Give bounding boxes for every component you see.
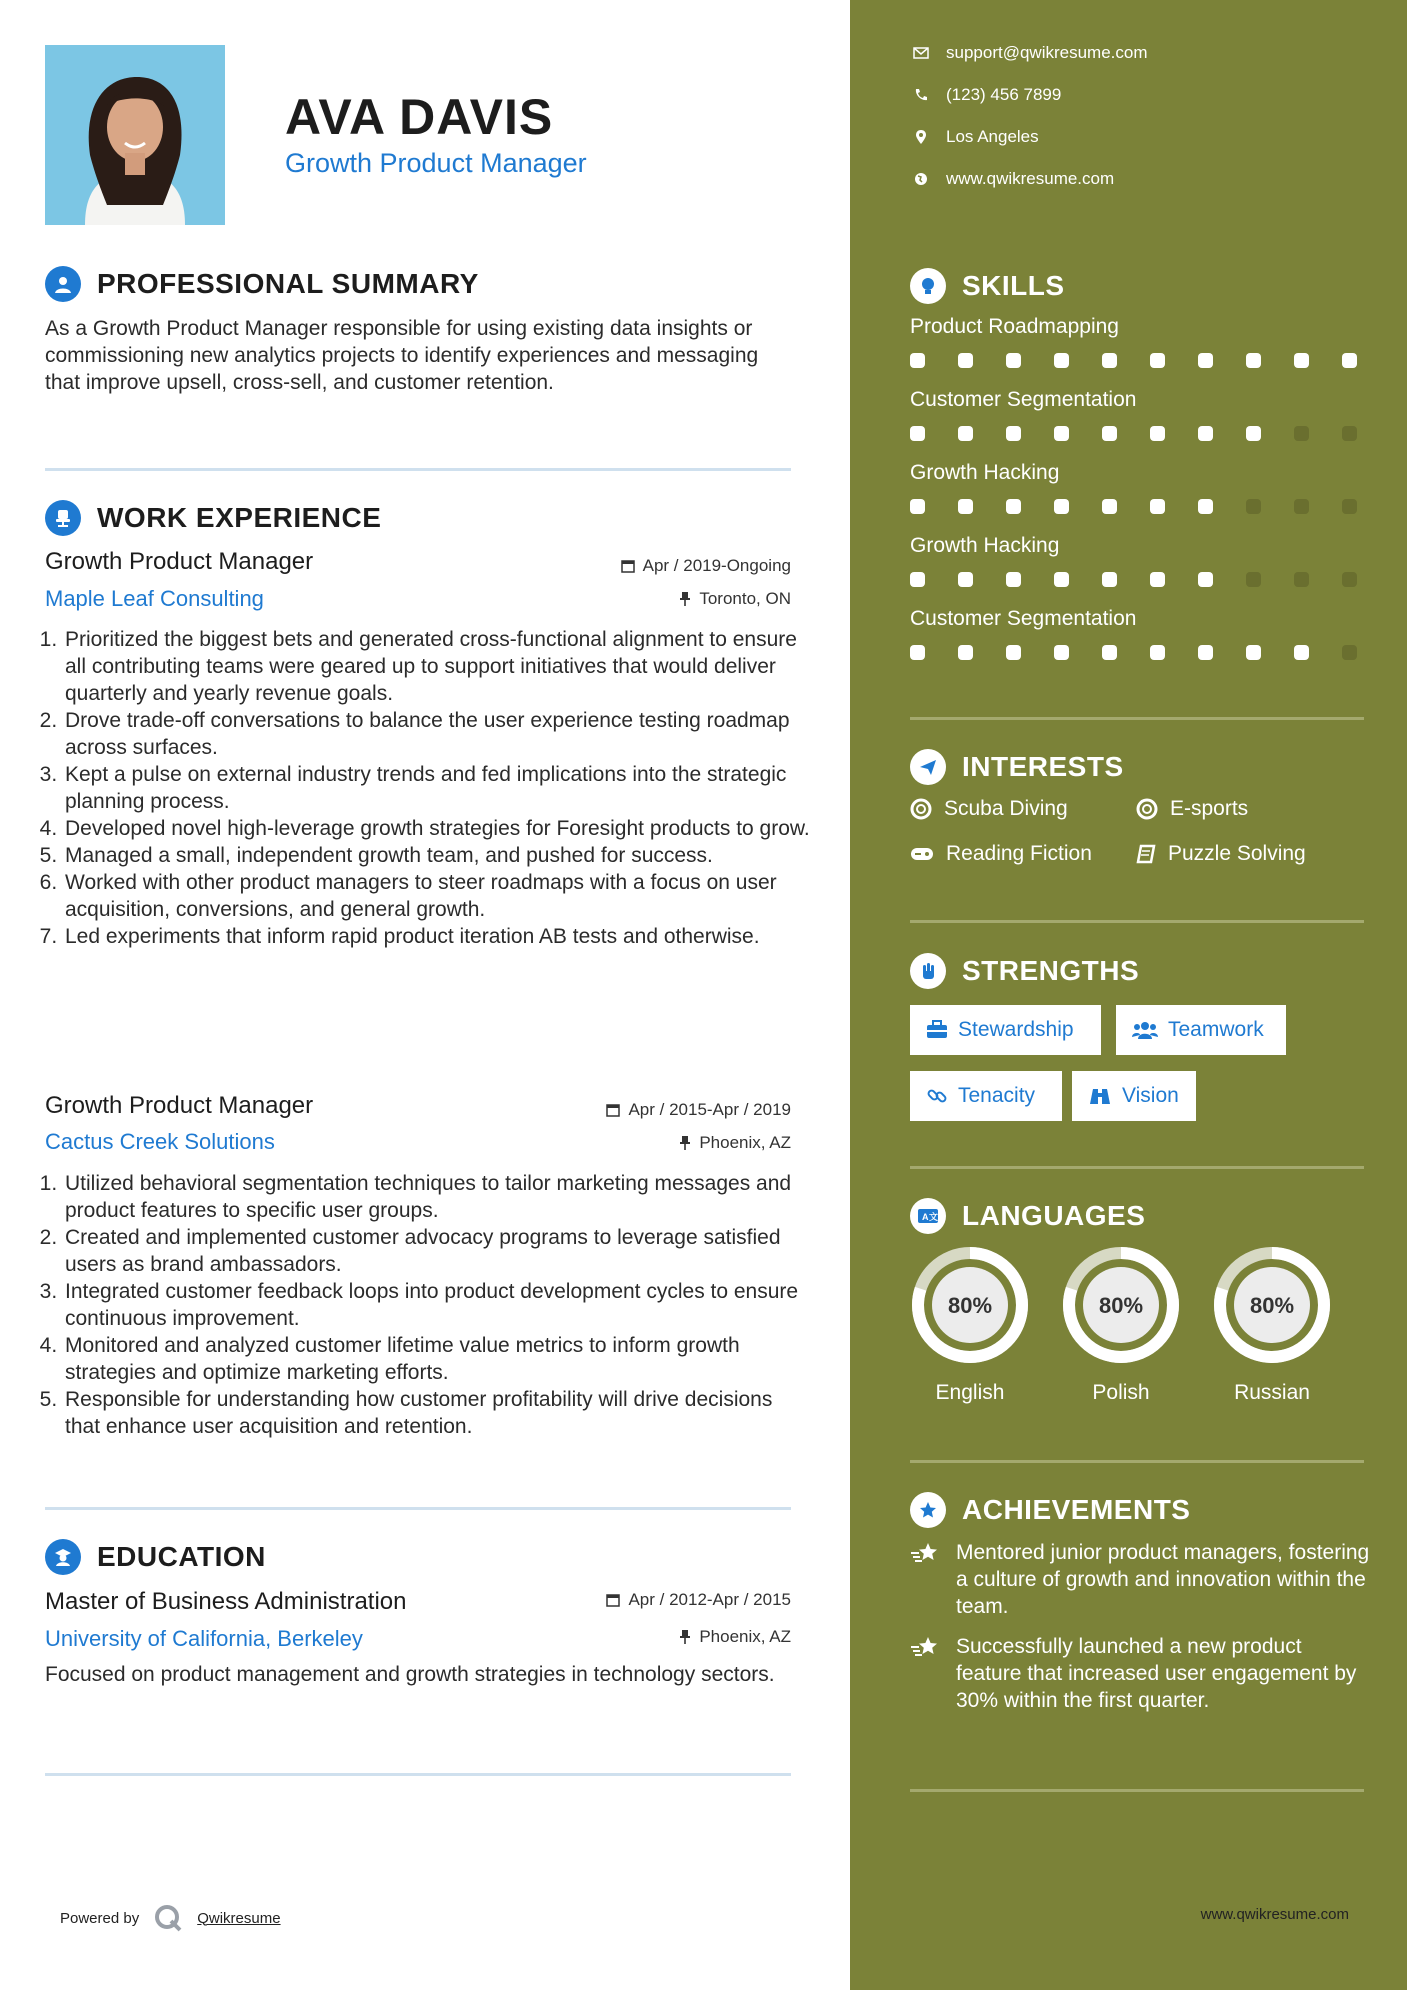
- divider: [910, 717, 1364, 720]
- skill-dot: [1102, 426, 1117, 441]
- list-item: 3. Integrated customer feedback loops into product development cycles to ensure continuous improvement.: [63, 1278, 813, 1332]
- skill-dot: [1342, 353, 1357, 368]
- phone-icon: [910, 88, 932, 102]
- strength-badge: Teamwork: [1116, 1005, 1286, 1055]
- users-icon: [1132, 1020, 1158, 1040]
- list-item: 4. Monitored and analyzed customer lifetime value metrics to inform growth strategies and optimize marketing efforts.: [63, 1332, 813, 1386]
- lightbulb-icon: [910, 268, 946, 304]
- skill-name: Growth Hacking: [910, 461, 1060, 484]
- divider: [910, 1460, 1364, 1463]
- skill-level: [910, 499, 1357, 514]
- language-percent: 80%: [1098, 1293, 1144, 1318]
- divider: [910, 920, 1364, 923]
- language-percent: 80%: [1249, 1293, 1295, 1318]
- gamepad-icon: [910, 846, 934, 862]
- language-ring: [910, 1245, 1030, 1370]
- skill-name: Customer Segmentation: [910, 388, 1137, 411]
- website-link[interactable]: www.qwikresume.com: [946, 169, 1115, 188]
- skill-dot: [1342, 645, 1357, 660]
- skill-level: [910, 426, 1357, 441]
- graduate-icon: [45, 1539, 81, 1575]
- job-dates: Apr / 2015-Apr / 2019: [606, 1100, 791, 1120]
- life-ring-icon: [1136, 798, 1158, 820]
- star-icon: [910, 1492, 946, 1528]
- interest-item: Reading Fiction: [910, 842, 1092, 866]
- contact-location: Los Angeles: [910, 127, 1039, 147]
- skill-dot: [1006, 426, 1021, 441]
- contact-website: [910, 169, 1114, 189]
- skill-dot: [1102, 499, 1117, 514]
- skill-dot: [1102, 645, 1117, 660]
- skill-dot: [1294, 572, 1309, 587]
- skill-dot: [1054, 645, 1069, 660]
- language-name: English: [935, 1381, 1005, 1404]
- candidate-role: Growth Product Manager: [285, 148, 587, 178]
- skill-dot: [1246, 572, 1261, 587]
- skill-dot: [1054, 572, 1069, 587]
- skill-name: Growth Hacking: [910, 534, 1060, 557]
- interest-item: Puzzle Solving: [1136, 842, 1306, 866]
- skill-dot: [1342, 426, 1357, 441]
- education-location: Phoenix, AZ: [679, 1627, 791, 1647]
- achievements-heading: ACHIEVEMENTS: [910, 1492, 1190, 1528]
- skill-dot: [1198, 645, 1213, 660]
- skill-dot: [1054, 353, 1069, 368]
- calendar-icon: [606, 1103, 620, 1117]
- education-text: Focused on product management and growth strategies in technology sectors.: [45, 1663, 775, 1686]
- contact-phone: (123) 456 7899: [910, 85, 1061, 105]
- job-title: Growth Product Manager: [45, 548, 314, 575]
- skill-dot: [910, 353, 925, 368]
- skill-dot: [1198, 572, 1213, 587]
- skill-dot: [1102, 572, 1117, 587]
- powered-by: Powered by Qwikresume: [60, 1903, 281, 1933]
- divider: [45, 1507, 791, 1510]
- language-ring: [1061, 1245, 1181, 1370]
- divider: [910, 1789, 1364, 1792]
- language-ring: [1212, 1245, 1332, 1370]
- link-icon: [926, 1085, 948, 1107]
- briefcase-chair-icon: [45, 500, 81, 536]
- skill-dot: [910, 499, 925, 514]
- skill-dot: [1246, 353, 1261, 368]
- skill-dot: [1006, 353, 1021, 368]
- list-item: 4. Developed novel high-leverage growth strategies for Foresight products to grow.: [63, 815, 813, 842]
- skill-dot: [1342, 572, 1357, 587]
- strength-badge: Tenacity: [910, 1071, 1062, 1121]
- skill-dot: [1150, 499, 1165, 514]
- job-location: Phoenix, AZ: [679, 1133, 791, 1153]
- skills-heading: SKILLS: [910, 268, 1065, 304]
- skill-dot: [958, 499, 973, 514]
- footer-website: www.qwikresume.com: [1200, 1906, 1349, 1923]
- education-heading: EDUCATION: [45, 1539, 266, 1575]
- envelope-icon: [910, 47, 932, 59]
- skill-dot: [1198, 499, 1213, 514]
- contact-email: support@qwikresume.com: [910, 43, 1148, 63]
- pin-icon: [679, 1136, 691, 1150]
- education-dates: Apr / 2012-Apr / 2015: [606, 1590, 791, 1610]
- skill-dot: [910, 645, 925, 660]
- qwikresume-link[interactable]: Qwikresume: [197, 1909, 281, 1927]
- interest-item: E-sports: [1136, 797, 1248, 821]
- company-name: Cactus Creek Solutions: [45, 1129, 275, 1154]
- profile-photo: [45, 45, 225, 225]
- shooting-star-icon: [910, 1633, 942, 1714]
- skill-dot: [1198, 426, 1213, 441]
- job-duties: [45, 626, 813, 950]
- hand-icon: [910, 953, 946, 989]
- candidate-name: AVA DAVIS: [285, 89, 554, 145]
- list-item: 3. Kept a pulse on external industry trends and fed implications into the strategic planning process.: [63, 761, 813, 815]
- skill-dot: [910, 426, 925, 441]
- skill-dot: [1006, 499, 1021, 514]
- briefcase-icon: [926, 1020, 948, 1040]
- job-location: Toronto, ON: [679, 589, 791, 609]
- skill-dot: [1054, 499, 1069, 514]
- degree: Master of Business Administration: [45, 1588, 407, 1615]
- skill-dot: [1294, 645, 1309, 660]
- language-percent: 80%: [947, 1293, 993, 1318]
- skill-dot: [1150, 426, 1165, 441]
- skill-dot: [1246, 499, 1261, 514]
- job-dates: Apr / 2019-Ongoing: [621, 556, 791, 576]
- divider: [910, 1166, 1364, 1169]
- skill-level: [910, 572, 1357, 587]
- skill-dot: [1294, 353, 1309, 368]
- pin-icon: [679, 592, 691, 606]
- shooting-star-icon: [910, 1539, 942, 1620]
- svg-text:文: 文: [929, 1212, 939, 1222]
- skill-level: [910, 645, 1357, 660]
- strength-badge: Stewardship: [910, 1005, 1101, 1055]
- languages-heading: A 文 LANGUAGES: [910, 1198, 1145, 1234]
- language-name: Russian: [1234, 1381, 1310, 1404]
- school-name: University of California, Berkeley: [45, 1626, 363, 1651]
- strengths-heading: STRENGTHS: [910, 953, 1139, 989]
- skill-dot: [958, 572, 973, 587]
- calendar-icon: [621, 559, 635, 573]
- achievement-item: Mentored junior product managers, fostering a culture of growth and innovation within the team.: [910, 1539, 1370, 1620]
- svg-text:A: A: [922, 1212, 929, 1222]
- skill-dot: [1054, 426, 1069, 441]
- globe-icon: [910, 172, 932, 186]
- skill-dot: [1342, 499, 1357, 514]
- pin-icon: [679, 1630, 691, 1644]
- skill-dot: [958, 353, 973, 368]
- skill-dot: [1150, 572, 1165, 587]
- job-title: Growth Product Manager: [45, 1092, 314, 1119]
- paper-plane-icon: [910, 749, 946, 785]
- translate-icon: [910, 1198, 946, 1234]
- map-marker-icon: [910, 130, 932, 144]
- list-item: 5. Responsible for understanding how customer profitability will drive decisions that enhance user acquisition and retention.: [63, 1386, 813, 1440]
- list-item: 1. Utilized behavioral segmentation techniques to tailor marketing messages and product features to specific user groups.: [63, 1170, 813, 1224]
- summary-heading: PROFESSIONAL SUMMARY: [45, 266, 479, 302]
- list-item: 5. Managed a small, independent growth team, and pushed for success.: [63, 842, 813, 869]
- skill-dot: [1006, 572, 1021, 587]
- skill-name: Product Roadmapping: [910, 315, 1119, 338]
- skill-dot: [1006, 645, 1021, 660]
- qwikresume-logo-icon: [153, 1903, 183, 1933]
- list-item: 7. Led experiments that inform rapid product iteration AB tests and otherwise.: [63, 923, 813, 950]
- list-item: 1. Prioritized the biggest bets and generated cross-functional alignment to ensure all contributing teams were geared up to support initiatives that would deliver quarterly and yearly revenue goals.: [63, 626, 813, 707]
- skill-dot: [1246, 426, 1261, 441]
- achievement-item: Successfully launched a new product feature that increased user engagement by 30% within the first quarter.: [910, 1633, 1370, 1714]
- sidebar: [850, 0, 1407, 1990]
- skill-dot: [1246, 645, 1261, 660]
- divider: [45, 468, 791, 471]
- divider: [45, 1773, 791, 1776]
- skill-dot: [1102, 353, 1117, 368]
- interests-heading: INTERESTS: [910, 749, 1124, 785]
- skill-name: Customer Segmentation: [910, 607, 1137, 630]
- skill-dot: [1150, 353, 1165, 368]
- list-item: 6. Worked with other product managers to steer roadmaps with a focus on user acquisition, conversions, and general growth.: [63, 869, 813, 923]
- skill-dot: [1150, 645, 1165, 660]
- company-name: Maple Leaf Consulting: [45, 586, 264, 611]
- summary-text: As a Growth Product Manager responsible for using existing data insights or commissioning new analytics projects to identify experiences and messaging that improve upsell, cross-sell, and customer retention.: [45, 317, 759, 394]
- list-item: 2. Drove trade-off conversations to balance the user experience testing roadmap across surfaces.: [63, 707, 813, 761]
- user-icon: [45, 266, 81, 302]
- book-icon: [1136, 844, 1156, 864]
- binoculars-icon: [1088, 1086, 1112, 1106]
- skill-dot: [910, 572, 925, 587]
- language-name: Polish: [1092, 1381, 1150, 1404]
- list-item: 2. Created and implemented customer advocacy programs to leverage satisfied users as brand ambassadors.: [63, 1224, 813, 1278]
- experience-heading: WORK EXPERIENCE: [45, 500, 381, 536]
- skill-dot: [958, 426, 973, 441]
- skill-dot: [1294, 499, 1309, 514]
- calendar-icon: [606, 1593, 620, 1607]
- skill-dot: [1294, 426, 1309, 441]
- skill-dot: [958, 645, 973, 660]
- life-ring-icon: [910, 798, 932, 820]
- strength-badge: Vision: [1072, 1071, 1196, 1121]
- interest-item: Scuba Diving: [910, 797, 1068, 821]
- skill-dot: [1198, 353, 1213, 368]
- skill-level: [910, 353, 1357, 368]
- job-duties: [45, 1170, 813, 1440]
